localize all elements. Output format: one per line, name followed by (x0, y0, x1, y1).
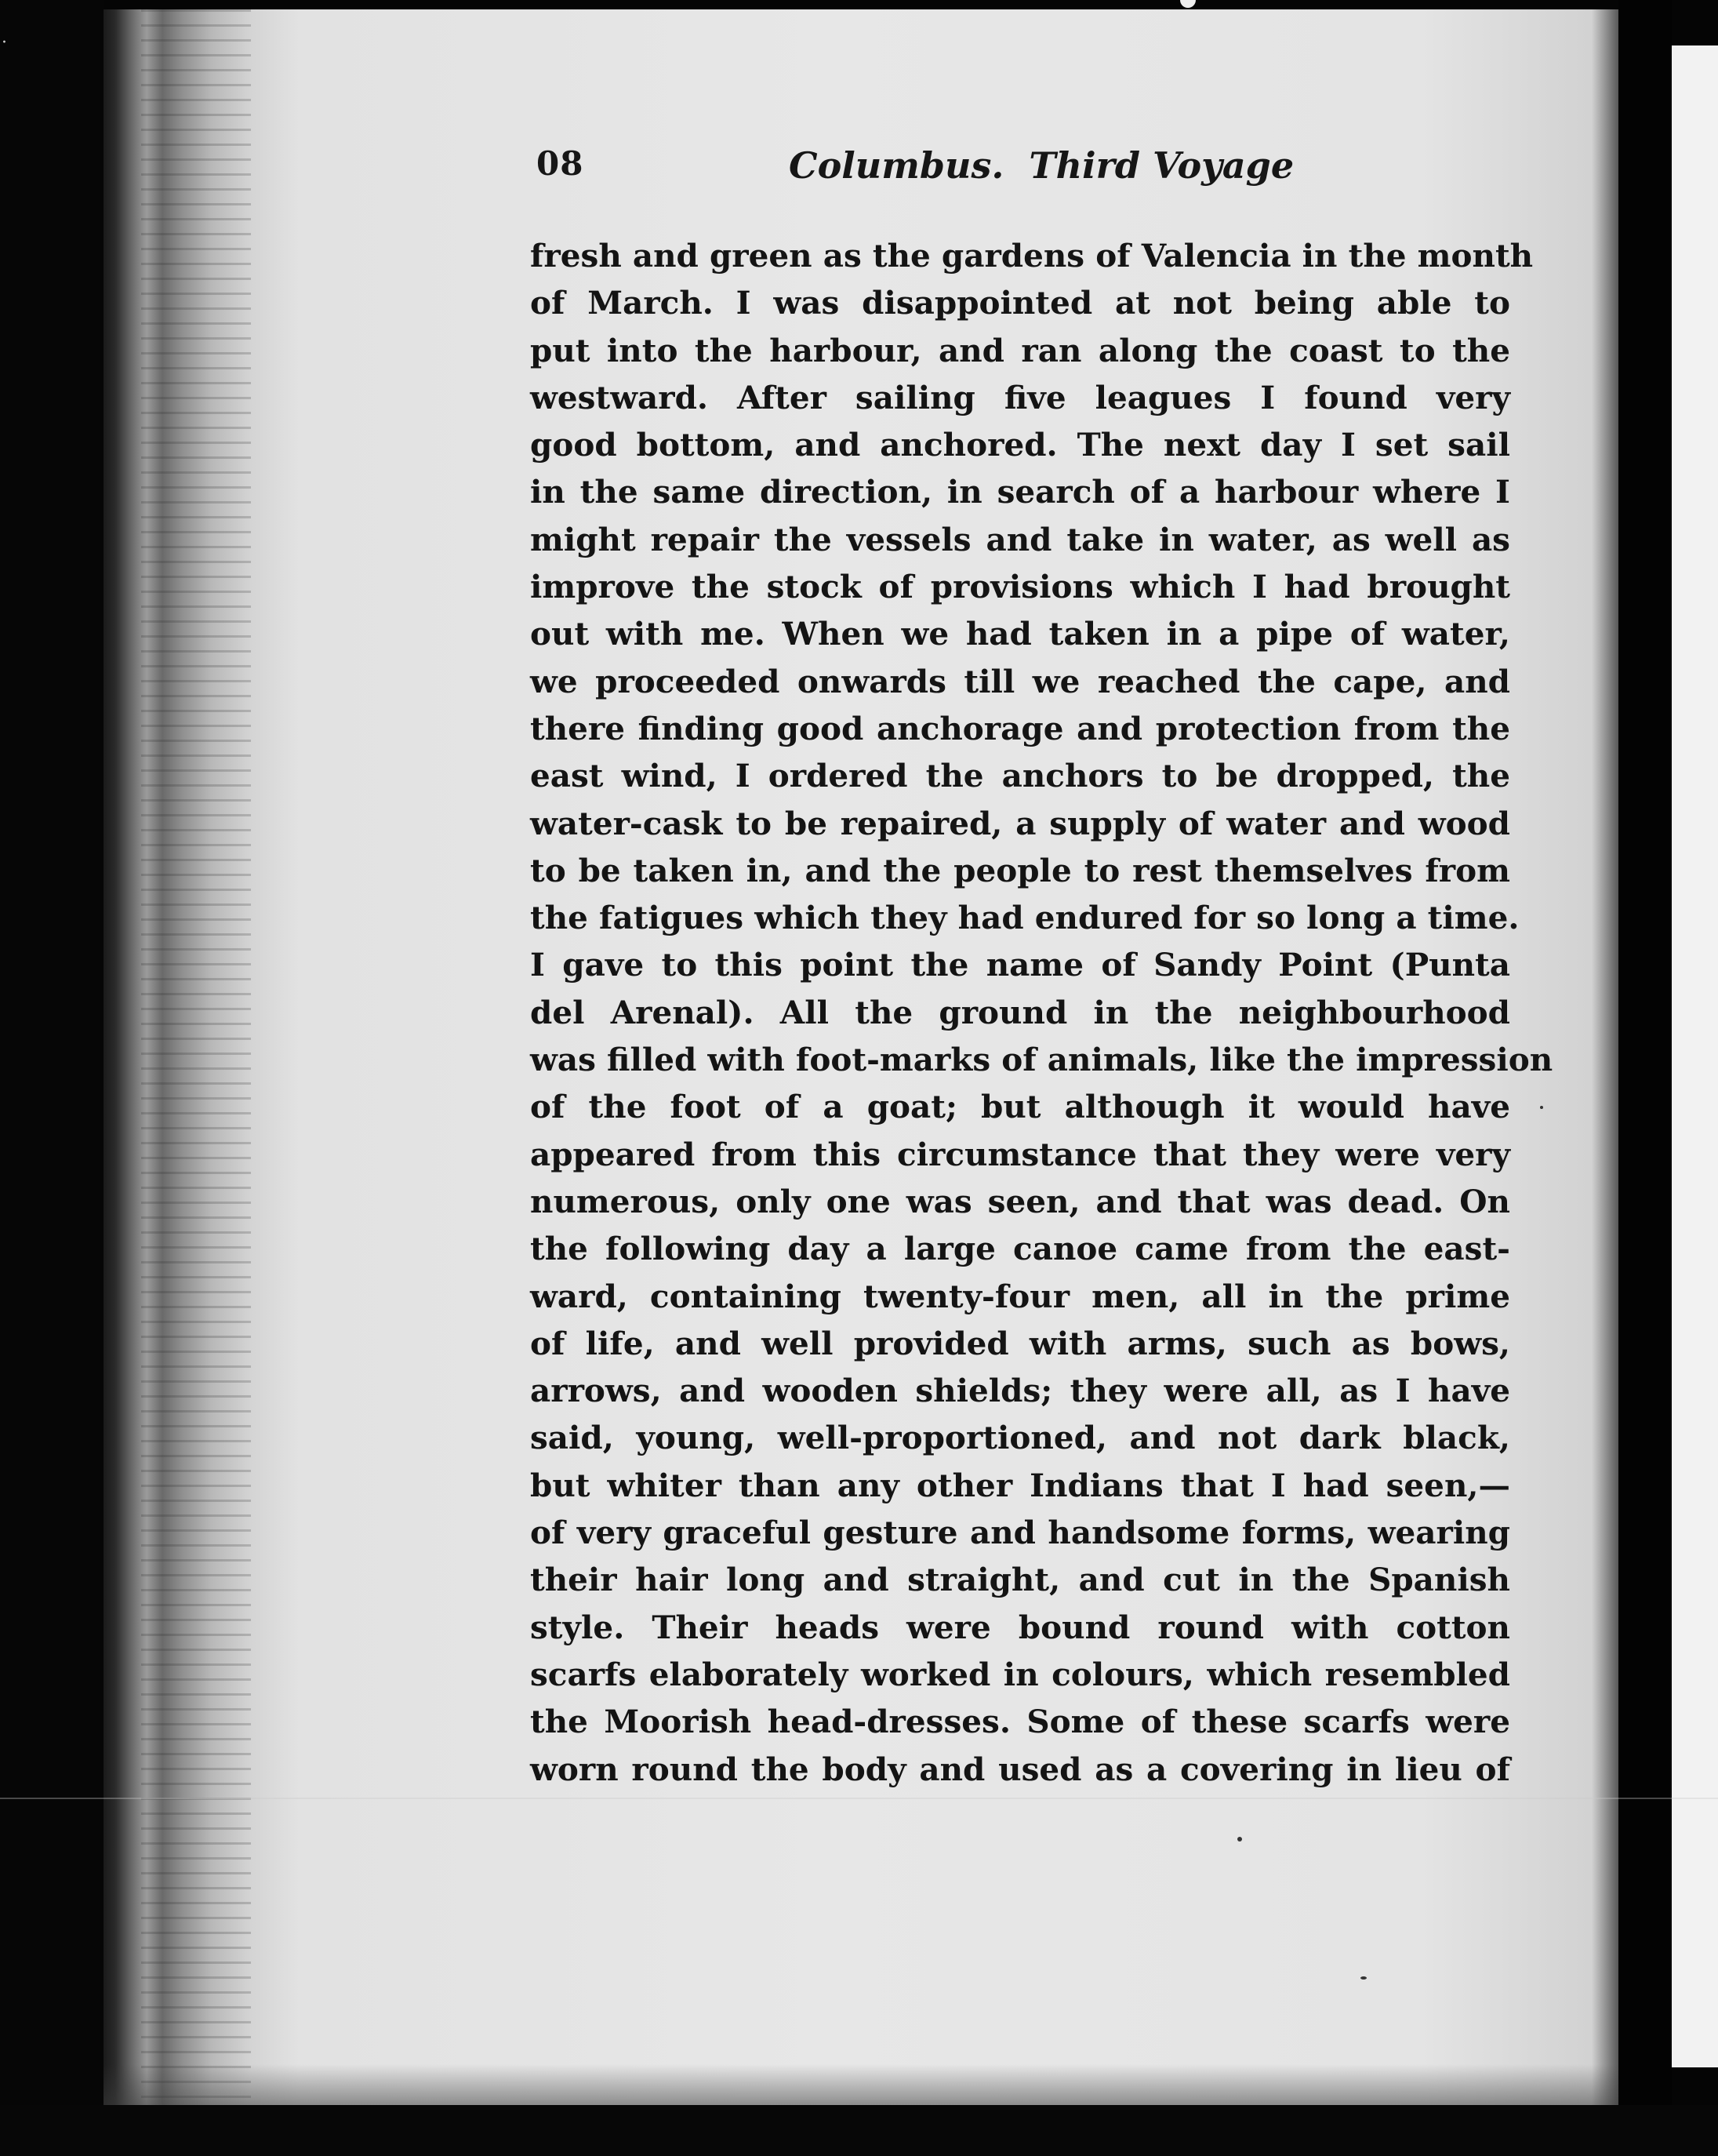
text-line: del Arenal). All the ground in the neighbourhood (530, 993, 1510, 1031)
text-line: there finding good anchorage and protection from the (530, 709, 1510, 747)
text-line: the Moorish head-dresses. Some of these scarfs were (530, 1703, 1510, 1741)
text-line: but whiter than any other Indians that I had seen,— (530, 1466, 1510, 1504)
page-header (536, 144, 1523, 195)
scan-left-margin (0, 0, 104, 2156)
body-text (530, 232, 1553, 1793)
text-line: appeared from this circumstance that they were very (530, 1135, 1510, 1173)
ink-speck (1360, 1976, 1367, 1980)
running-head: Columbus. Third Voyage (789, 144, 1295, 187)
scan-bottom-margin (0, 2105, 1718, 2156)
text-line: their hair long and straight, and cut in the Spanish (530, 1561, 1510, 1599)
text-line: good bottom, and anchored. The next day I set sail (530, 426, 1510, 464)
text-line: put into the harbour, and ran along the coast to the (530, 331, 1510, 369)
text-line: might repair the vessels and take in water, as well as (530, 520, 1510, 558)
text-line: east wind, I ordered the anchors to be dropped, the (530, 757, 1510, 795)
scan-top-mark (1180, 0, 1196, 8)
text-line: we proceeded onwards till we reached the cape, and (530, 662, 1510, 700)
text-line: improve the stock of provisions which I had brought (530, 568, 1510, 606)
text-line: ward, containing twenty-four men, all in the prime (530, 1277, 1510, 1315)
text-line: said, young, well-proportioned, and not dark black, (530, 1419, 1510, 1457)
text-line: water-cask to be repaired, a supply of water and wood (530, 804, 1510, 842)
scan-artifact-line (0, 1798, 1718, 1799)
text-line: numerous, only one was seen, and that was dead. On (530, 1182, 1510, 1220)
text-line: westward. After sailing five leagues I found very (530, 378, 1510, 416)
text-line: of very graceful gesture and handsome forms, wearing (530, 1514, 1510, 1552)
scan-right-margin (1618, 0, 1672, 2156)
gutter-streaks (141, 9, 251, 2105)
text-line: the fatigues which they had endured for so long a time. (530, 899, 1520, 937)
text-line: in the same direction, in search of a harbour where I (530, 473, 1510, 511)
text-line: style. Their heads were bound round with cotton (530, 1608, 1510, 1646)
page-number: 08 (536, 144, 584, 183)
facing-page-edge (1672, 45, 1718, 2067)
text-line: scarfs elaborately worked in colours, which resembled (530, 1655, 1510, 1693)
text-line: fresh and green as the gardens of Valencia in the month (530, 237, 1534, 274)
text-line: of the foot of a goat; but although it would have (530, 1088, 1510, 1126)
text-line: I gave to this point the name of Sandy Point (Punta (530, 946, 1510, 984)
text-line: to be taken in, and the people to rest themselves from (530, 851, 1510, 889)
text-line: of March. I was disappointed at not being able to (530, 284, 1510, 322)
margin-speck: · (2, 33, 7, 53)
page-bottom-shadow (104, 2064, 1618, 2107)
text-line: the following day a large canoe came from the east- (530, 1230, 1510, 1268)
ink-speck (1540, 1106, 1543, 1109)
text-line: arrows, and wooden shields; they were all, as I have (530, 1372, 1510, 1410)
text-line: was filled with foot-marks of animals, like the impression (530, 1041, 1553, 1079)
text-line: worn round the body and used as a covering in lieu of (530, 1750, 1510, 1788)
text-line: of life, and well provided with arms, such as bows, (530, 1324, 1510, 1362)
ink-speck (1237, 1837, 1242, 1842)
text-line: out with me. When we had taken in a pipe of water, (530, 615, 1510, 653)
